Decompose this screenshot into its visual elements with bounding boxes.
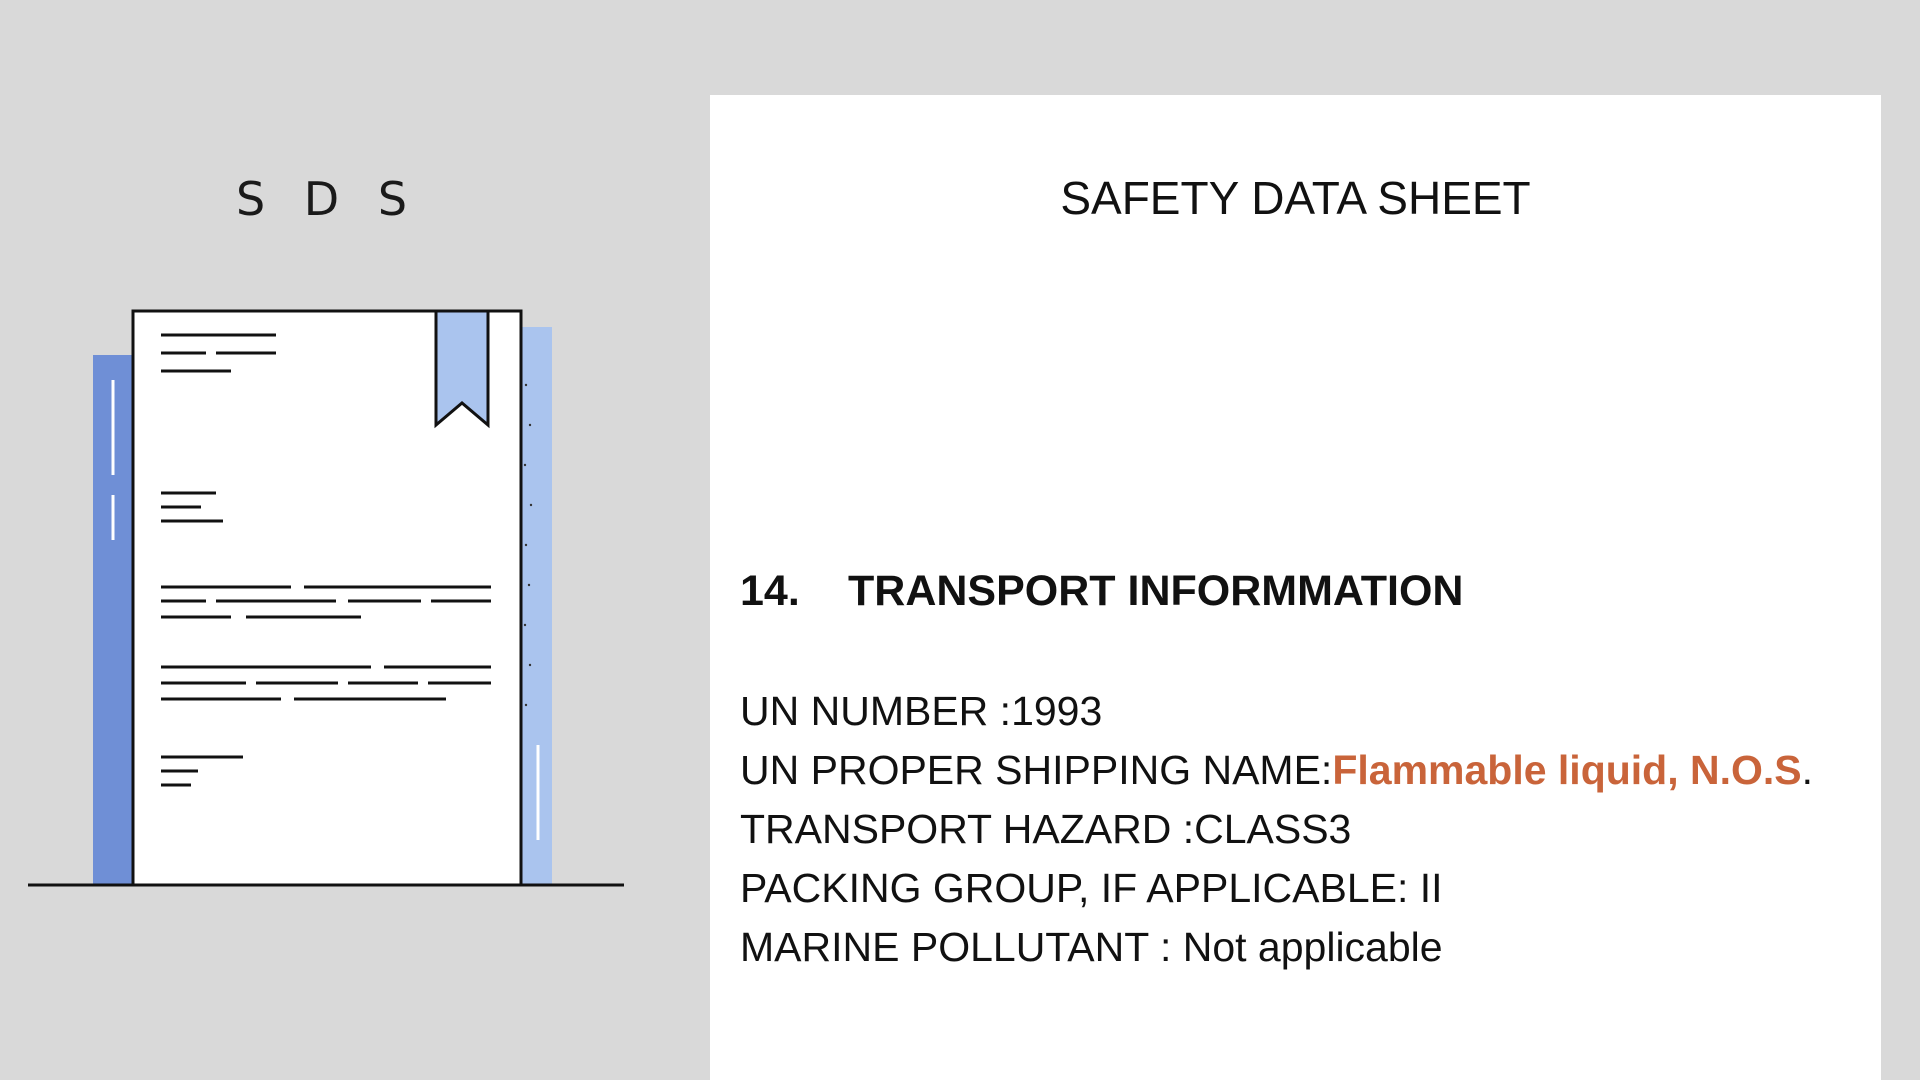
safety-data-sheet — [710, 95, 1881, 1080]
section-heading — [740, 567, 1463, 616]
field-label: PACKING GROUP, IF APPLICABLE: — [740, 865, 1420, 911]
section-title: TRANSPORT INFORMMATION — [848, 567, 1464, 615]
field-transport-hazard — [740, 800, 1813, 859]
field-value: 1993 — [1011, 688, 1103, 734]
field-value: CLASS3 — [1194, 806, 1352, 852]
field-shipping-name — [740, 741, 1813, 800]
field-value-highlight: Flammable liquid, N.O.S — [1332, 747, 1802, 793]
field-marine-pollutant — [740, 918, 1813, 977]
field-label: TRANSPORT HAZARD : — [740, 806, 1195, 852]
section-number: 14. — [740, 567, 800, 615]
field-label: MARINE POLLUTANT : — [740, 924, 1183, 970]
field-value: Not applicable — [1182, 924, 1443, 970]
field-packing-group — [740, 859, 1813, 918]
field-suffix: . — [1801, 747, 1814, 793]
field-un-number — [740, 682, 1813, 741]
sds-label: S D S — [235, 172, 420, 226]
sheet-title: SAFETY DATA SHEET — [1060, 172, 1531, 224]
field-label: UN NUMBER : — [740, 688, 1012, 734]
field-label: UN PROPER SHIPPING NAME: — [740, 747, 1333, 793]
document-bookmark-icon — [26, 305, 626, 890]
transport-fields — [740, 682, 1813, 977]
field-value: II — [1419, 865, 1443, 911]
